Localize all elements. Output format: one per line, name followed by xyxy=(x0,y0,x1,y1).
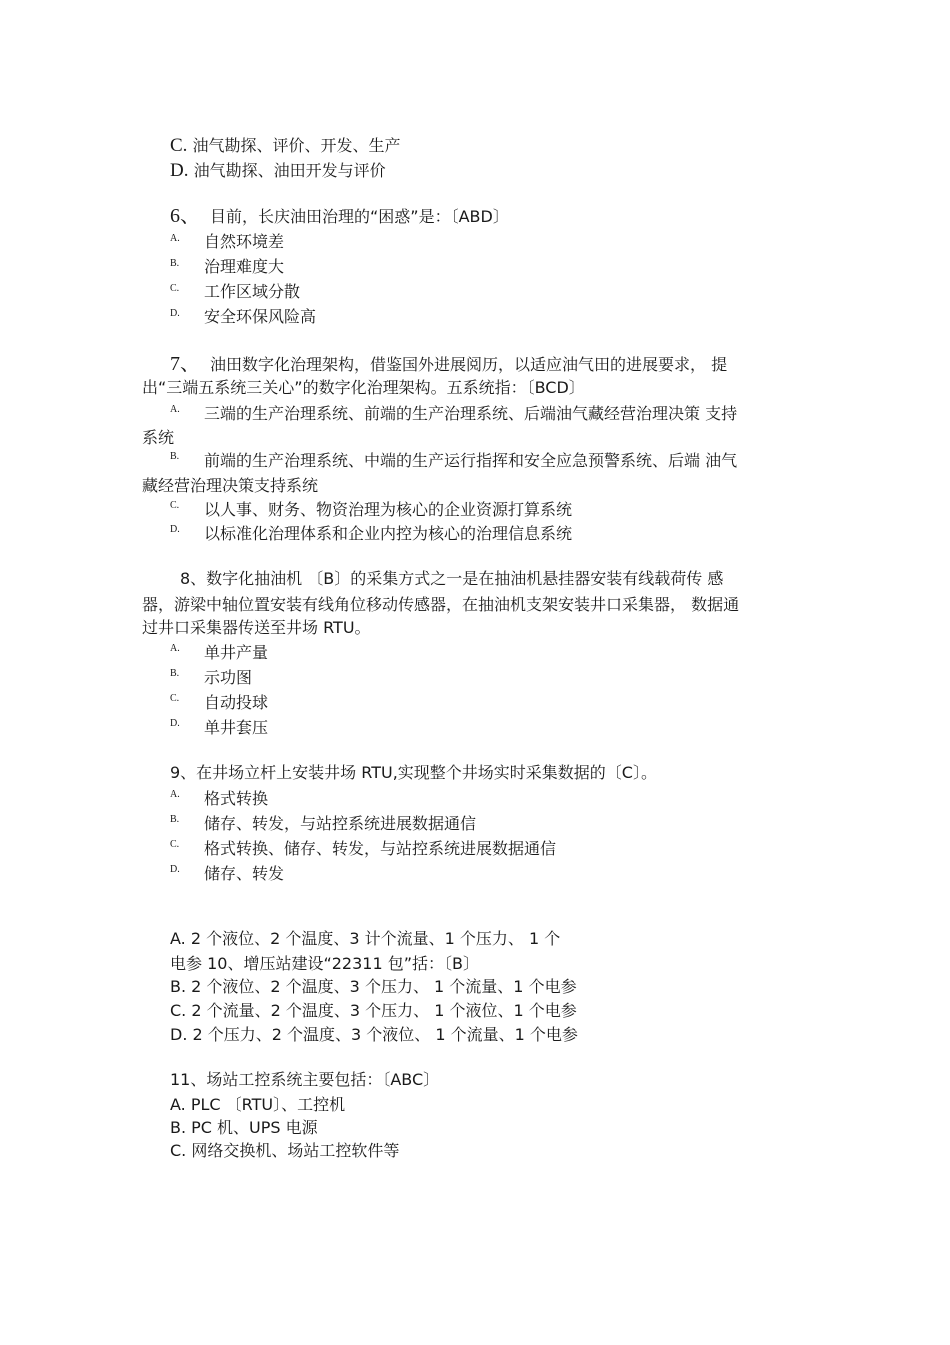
q6-stem xyxy=(170,206,509,227)
q8-stem-line2: 器，游梁中轴位置安装有线角位移动传感器，在抽油机支架安装井口采集器， 数据通 xyxy=(142,595,740,614)
q7-option-c-letter: C. xyxy=(170,500,180,511)
q11-option-b: B. PC 机、UPS 电源 xyxy=(170,1118,318,1137)
q6-option-b-text: 治理难度大 xyxy=(204,257,285,276)
q7-option-a-line1: 三端的生产治理系统、前端的生产治理系统、后端油气藏经营治理决策 支持 xyxy=(204,404,738,423)
q6-option-b-letter: B. xyxy=(170,258,180,269)
q5-option-d-text: 油气勘探、油田开发与评价 xyxy=(193,161,386,180)
q7-stem-line2: 出“三端五系统三关心”的数字化治理架构。五系统指：〔BCD〕 xyxy=(142,378,585,397)
q9-option-d-letter: D. xyxy=(170,864,180,875)
q5-option-d xyxy=(170,161,386,181)
q5-option-d-letter: D. xyxy=(170,160,189,181)
q8-stem-line1: 8、数字化抽油机 〔B〕的采集方式之一是在抽油机悬挂器安装有线载荷传 感 xyxy=(180,569,724,588)
q7-option-a-line2: 系统 xyxy=(142,428,175,447)
q7-number: 7、 xyxy=(170,353,200,375)
q8-option-b-text: 示功图 xyxy=(204,668,253,687)
q9-option-a-text: 格式转换 xyxy=(204,789,269,808)
q5-option-c xyxy=(170,136,401,156)
q10-option-d: D. 2 个压力、2 个温度、3 个液位、 1 个流量、1 个电参 xyxy=(170,1025,578,1044)
q8-option-a-text: 单井产量 xyxy=(204,643,269,662)
q10-stem: 电参 10、增压站建设“22311 包”括：〔B〕 xyxy=(170,954,479,973)
q7-option-c-text: 以人事、财务、物资治理为核心的企业资源打算系统 xyxy=(204,500,573,519)
q8-option-d-letter: D. xyxy=(170,718,180,729)
q11-option-c: C. 网络交换机、场站工控软件等 xyxy=(170,1141,400,1160)
q6-option-a-text: 自然环境差 xyxy=(204,232,285,251)
q8-option-b-letter: B. xyxy=(170,668,180,679)
q6-option-c-letter: C. xyxy=(170,283,180,294)
q6-option-c-text: 工作区域分散 xyxy=(204,282,301,301)
q9-option-d-text: 储存、转发 xyxy=(204,864,285,883)
q7-option-a-letter: A. xyxy=(170,404,180,415)
q8-option-c-letter: C. xyxy=(170,693,180,704)
q9-stem: 9、在井场立杆上安装井场 RTU,实现整个井场实时采集数据的〔C〕。 xyxy=(170,763,657,782)
q5-option-c-text: 油气勘探、评价、开发、生产 xyxy=(192,136,401,155)
q11-stem: 11、场站工控系统主要包括：〔ABC〕 xyxy=(170,1070,440,1089)
q8-option-d-text: 单井套压 xyxy=(204,718,269,737)
q8-option-a-letter: A. xyxy=(170,643,180,654)
q6-stem-text: 目前，长庆油田治理的“困惑”是：〔ABD〕 xyxy=(210,207,509,226)
q9-option-a-letter: A. xyxy=(170,789,180,800)
q7-option-b-letter: B. xyxy=(170,451,180,462)
q10-option-b: B. 2 个液位、2 个温度、3 个压力、 1 个流量、1 个电参 xyxy=(170,977,577,996)
q9-option-c-letter: C. xyxy=(170,839,180,850)
q10-option-c: C. 2 个流量、2 个温度、3 个压力、 1 个液位、1 个电参 xyxy=(170,1001,577,1020)
q6-option-d-letter: D. xyxy=(170,308,180,319)
q11-option-a: A. PLC 〔RTU〕、工控机 xyxy=(170,1095,346,1114)
q6-option-d-text: 安全环保风险高 xyxy=(204,307,317,326)
q6-option-a-letter: A. xyxy=(170,233,180,244)
q6-number: 6、 xyxy=(170,205,200,227)
q9-option-c-text: 格式转换、储存、转发，与站控系统进展数据通信 xyxy=(204,839,557,858)
q7-stem-text: 油田数字化治理架构，借鉴国外进展阅历，以适应油气田的进展要求， 提 xyxy=(210,355,728,374)
q8-option-c-text: 自动投球 xyxy=(204,693,269,712)
q9-option-b-text: 储存、转发，与站控系统进展数据通信 xyxy=(204,814,477,833)
q10-option-a: A. 2 个液位、2 个温度、3 计个流量、1 个压力、 1 个 xyxy=(170,929,561,948)
q7-option-b-line2: 藏经营治理决策支持系统 xyxy=(142,476,319,495)
q5-option-c-letter: C. xyxy=(170,135,188,156)
q9-option-b-letter: B. xyxy=(170,814,180,825)
q7-stem-line1 xyxy=(170,354,727,375)
q7-option-b-line1: 前端的生产治理系统、中端的生产运行指挥和安全应急预警系统、后端 油气 xyxy=(204,451,738,470)
q8-stem-line3: 过井口采集器传送至井场 RTU。 xyxy=(142,618,371,637)
q7-option-d-text: 以标准化治理体系和企业内控为核心的治理信息系统 xyxy=(204,524,573,543)
q7-option-d-letter: D. xyxy=(170,524,180,535)
